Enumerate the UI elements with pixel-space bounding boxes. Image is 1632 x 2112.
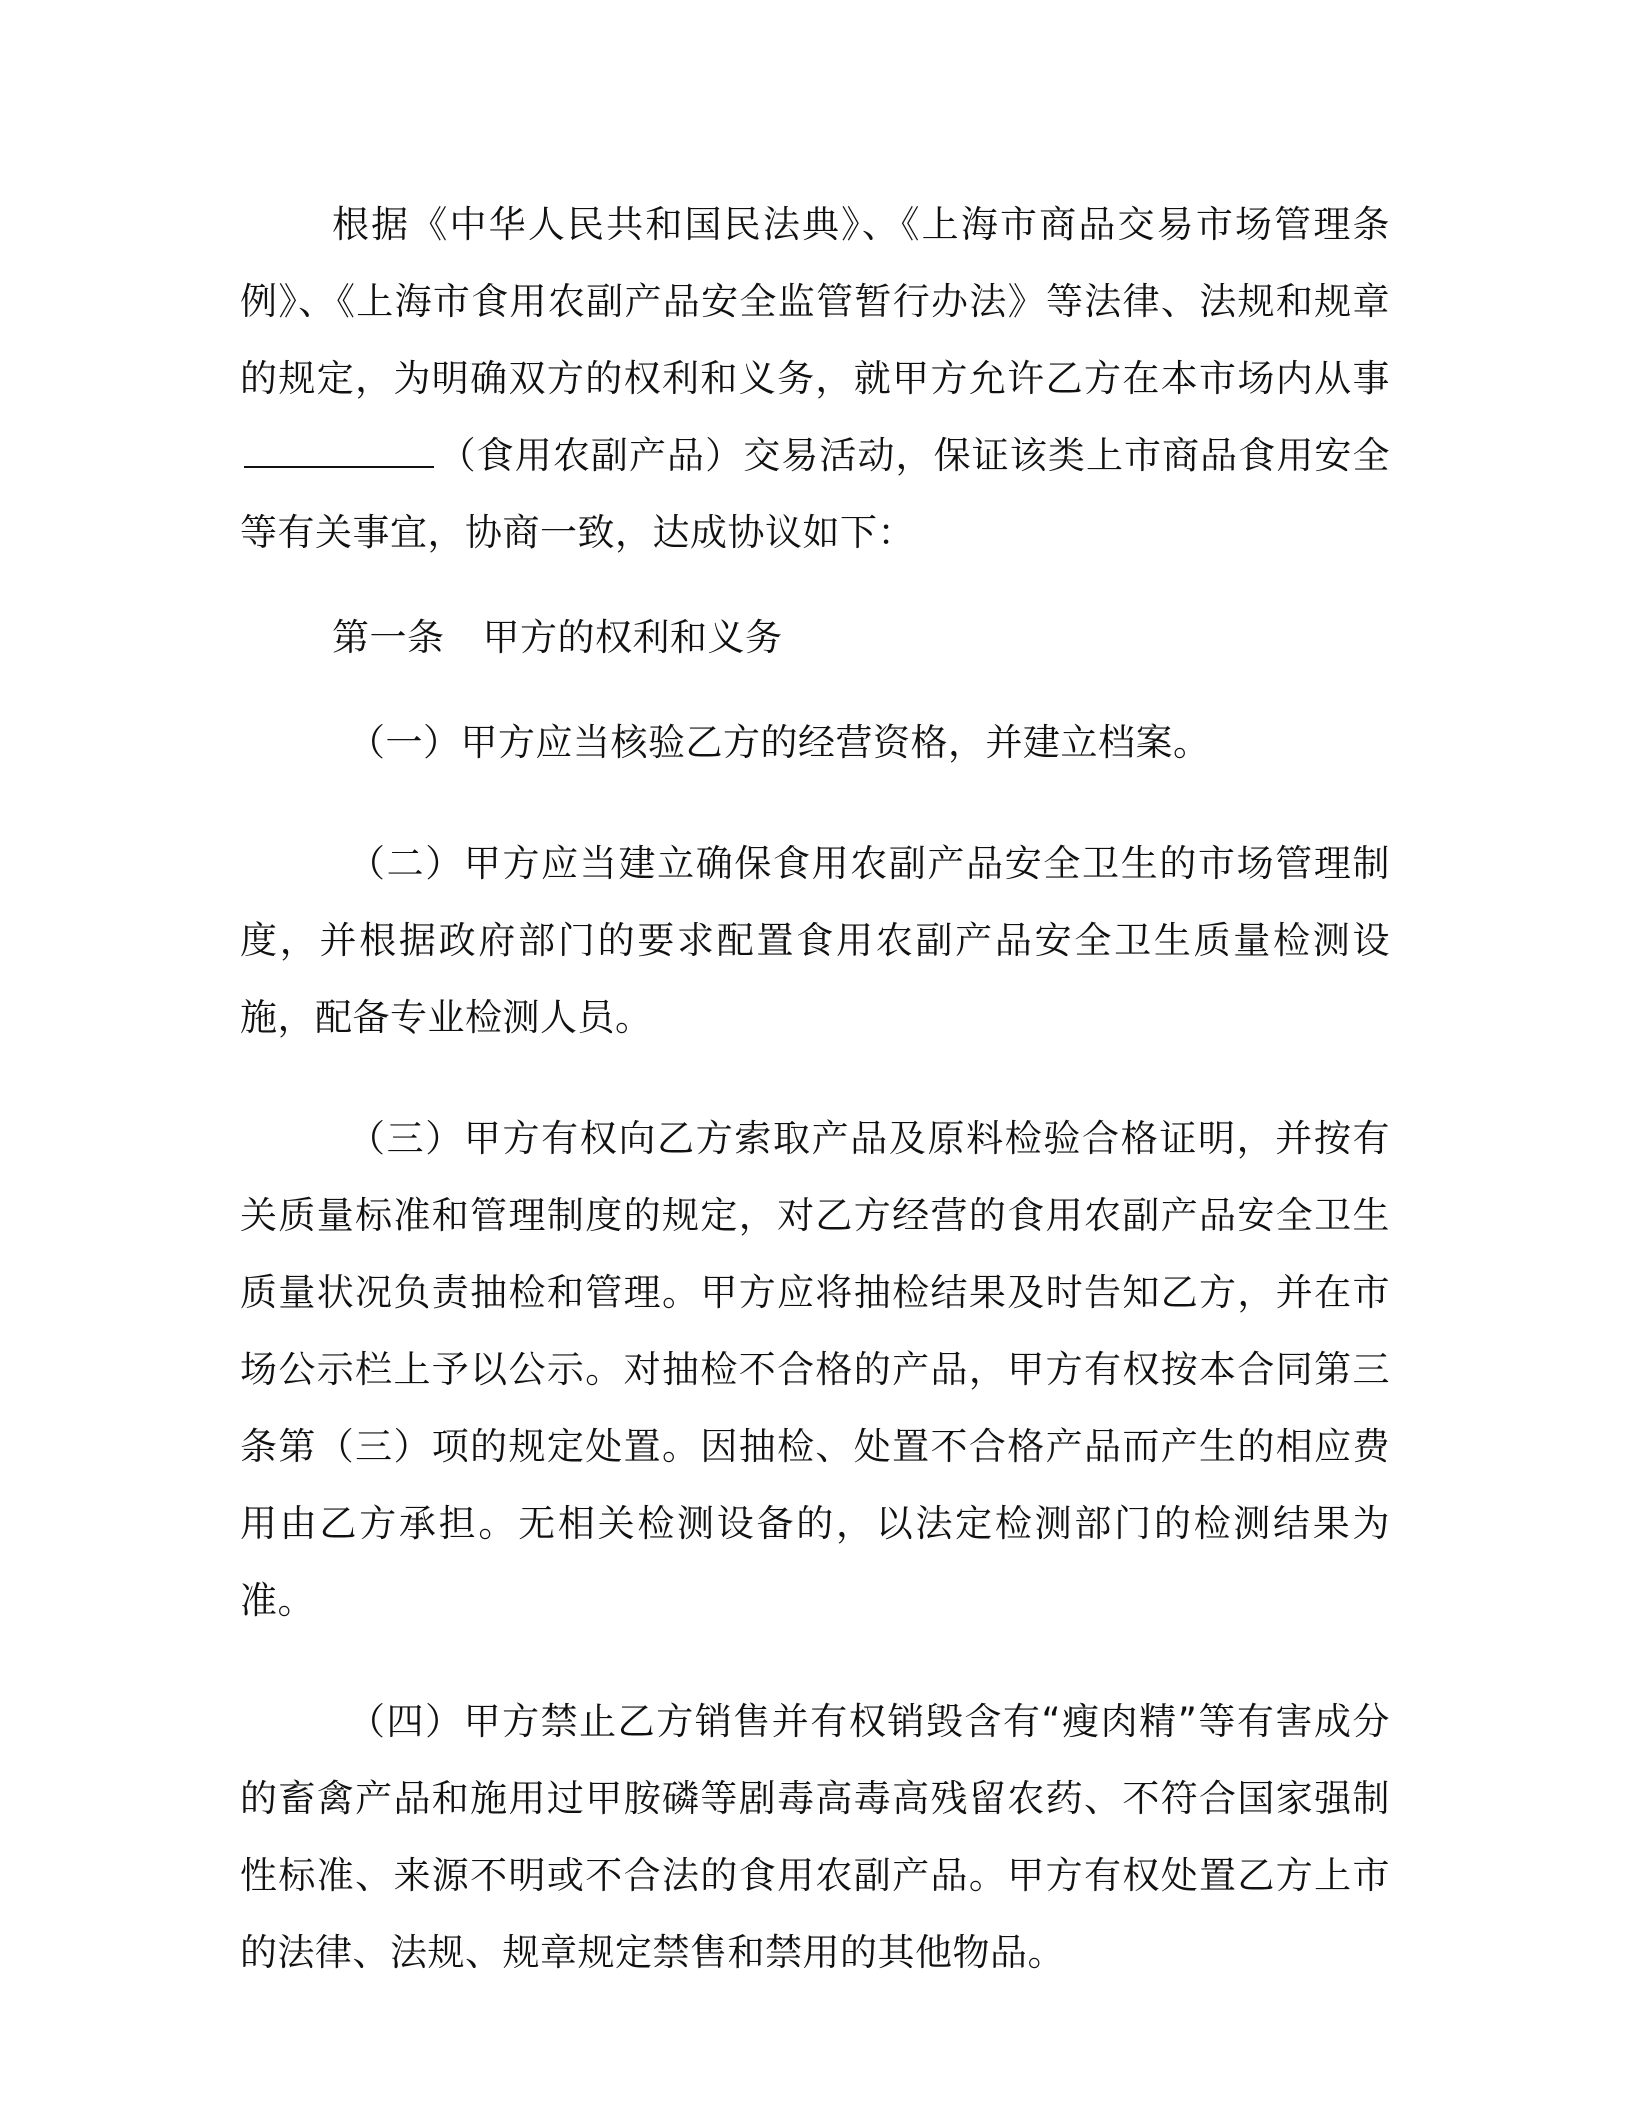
article-heading [240,599,1390,676]
preamble-text-after: （食用农副产品）交易活动，保证该类上市商品食用安全等有关事宜，协商一致，达成协议如下： [240,434,1390,554]
clause-item-1: （一）甲方应当核验乙方的经营资格，并建立档案。 [348,721,1211,764]
preamble-paragraph [240,186,1390,571]
document-body [240,186,1390,1991]
article-number: 第一条 [332,616,445,659]
clause-item-4: （四）甲方禁止乙方销售并有权销毁含有“瘦肉精”等有害成分的畜禽产品和施用过甲胺磷等剧毒高毒高残留农药、不符合国家强制性标准、来源不明或不合法的食用农副产品。甲方有权处置乙方上市的法律、法规、规章规定禁售和禁用的其他物品。 [240,1700,1390,1974]
clause-item-3: （三）甲方有权向乙方索取产品及原料检验合格证明，并按有关质量标准和管理制度的规定，对乙方经营的食用农副产品安全卫生质量状况负责抽检和管理。甲方应将抽检结果及时告知乙方，并在市场公示栏上予以公示。对抽检不合格的产品，甲方有权按本合同第三条第（三）项的规定处置。因抽检、处置不合格产品而产生的相应费用由乙方承担。无相关检测设备的，以法定检测部门的检测结果为准。 [240,1117,1390,1622]
preamble-text-before: 根据《中华人民共和国民法典》、《上海市商品交易市场管理条例》、《上海市食用农副产品安全监管暂行办法》等法律、法规和规章的规定，为明确双方的权利和义务，就甲方允许乙方在本市场内从事 [240,203,1390,400]
fill-in-blank [244,436,434,468]
article-title: 甲方的权利和义务 [482,616,783,659]
clause-item-2: （二）甲方应当建立确保食用农副产品安全卫生的市场管理制度，并根据政府部门的要求配置食用农副产品安全卫生质量检测设施，配备专业检测人员。 [240,842,1390,1039]
